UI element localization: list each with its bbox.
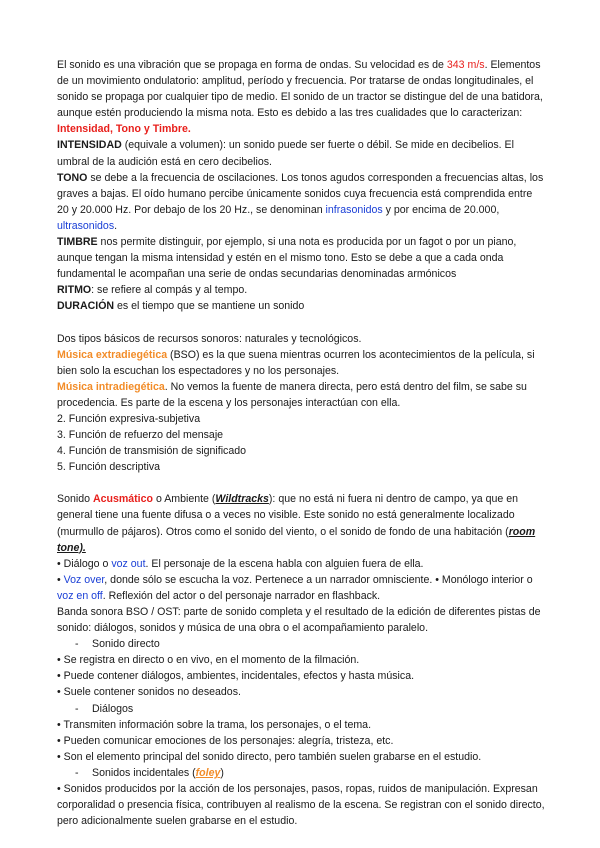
qualities-highlight: Intensidad, Tono y Timbre. <box>57 123 191 136</box>
list-item: • Puede contener diálogos, ambientes, incidentales, efectos y hasta música. <box>57 670 415 683</box>
document-page <box>57 57 545 829</box>
speed-value: 343 m/s <box>446 59 485 71</box>
list-item: • Sonidos producidos por la acción de los personajes, pasos, ropas, ruidos de manipulación. Expresan corporalidad o presencia física, contribuyen al realismo de la escena. Se registran con el sonido directo, pero adicionalmente suelen grabarse en el estudio. <box>57 783 545 828</box>
intro-paragraph: El sonido es una vibración que se propaga en forma de ondas. Su velocidad es de 343 m/s. Elementos de un movimiento ondulatorio: amplitud, período y frecuencia. Por tratarse de ondas longitudinales, el sonido se propaga por cualquier tipo de medio. El sonido de un tractor se distingue del de una batidora, aunque estén produciendo la misma nota. Esto es debido a las tres cualidades que lo caracterizan: Intensidad, Tono y Timbre. <box>57 59 543 136</box>
funcion-item: 4. Función de transmisión de significado <box>57 445 247 458</box>
intradiegetica-paragraph: Música intradiegética. No vemos la fuente de manera directa, pero está dentro del film, se sabe su procedencia. Es parte de la escena y los personajes interactúan con ella. <box>57 380 527 409</box>
sonido-directo-heading: - Sonido directo <box>75 638 160 651</box>
room-tone-term: room tone). <box>57 525 536 554</box>
list-item: • Suele contener sonidos no deseados. <box>57 686 241 699</box>
funcion-item: 2. Función expresiva-subjetiva <box>57 412 201 425</box>
foley-term: foley <box>195 766 221 779</box>
extradiegetica-paragraph: Música extradiegética (BSO) es la que suena mientras ocurren los acontecimientos de la película, si bien solo la escuchan los espectadores y no los personajes. <box>57 348 535 377</box>
funcion-item: 3. Función de refuerzo del mensaje <box>57 429 224 442</box>
list-item: • Pueden comunicar emociones de los personajes: alegría, tristeza, etc. <box>57 734 394 747</box>
voz-out-paragraph: • Diálogo o voz out. El personaje de la escena habla con alguien fuera de ella. <box>57 557 424 570</box>
infrasonidos-term: infrasonidos <box>325 203 383 216</box>
funcion-item: 5. Función descriptiva <box>57 461 161 474</box>
recursos-paragraph: Dos tipos básicos de recursos sonoros: naturales y tecnológicos. <box>57 332 362 345</box>
list-item: • Son el elemento principal del sonido directo, pero también suelen grabarse en el estudio. <box>57 750 482 763</box>
intensidad-paragraph: INTENSIDAD (equivale a volumen): un sonido puede ser fuerte o débil. Se mide en decibelios. El umbral de la audición está en cero decibelios. <box>57 139 514 168</box>
ritmo-paragraph: RITMO: se refiere al compás y al tempo. <box>57 284 248 297</box>
duracion-paragraph: DURACIÓN es el tiempo que se mantiene un sonido <box>57 300 305 313</box>
list-item: • Transmiten información sobre la trama, los personajes, o el tema. <box>57 718 372 731</box>
acusmatico-paragraph: Sonido Acusmático o Ambiente (Wildtracks): que no está ni fuera ni dentro de campo, ya que en general tiene una fuente difusa o a veces no visible. Este sonido no está generalmente localizado (murmullo de pájaros). Otros como el sonido del viento, o el sonido de fondo de una habitación (room tone). <box>57 493 536 554</box>
voz-over-paragraph: • Voz over, donde sólo se escucha la voz. Pertenece a un narrador omnisciente. • Monólogo interior o voz en off. Reflexión del actor o del personaje narrador en flashback. <box>57 573 533 602</box>
banda-sonora-paragraph: Banda sonora BSO / OST: parte de sonido completa y el resultado de la edición de diferentes pistas de sonido: diálogos, sonidos y música de una obra o el acompañamiento paralelo. <box>57 606 541 635</box>
tono-paragraph: TONO se debe a la frecuencia de oscilaciones. Los tonos agudos corresponden a frecuencias altas, los graves a bajas. El oído humano percibe únicamente sonidos cuya frecuencia está comprendida entre 20 y 20.000 Hz. Por debajo de los 20 Hz., se denominan infrasonidos y por encima de 20.000, ultrasonidos. <box>57 171 544 232</box>
list-item: • Se registra en directo o en vivo, en el momento de la filmación. <box>57 654 360 667</box>
ultrasonidos-term: ultrasonidos <box>57 219 115 232</box>
timbre-paragraph: TIMBRE nos permite distinguir, por ejemplo, si una nota es producida por un fagot o por un piano, aunque tengan la misma intensidad y estén en el mismo tono. Esto se debe a que a cada onda fundamental le acompañan una serie de ondas secundarias denominadas armónicos <box>57 236 517 281</box>
wildtracks-term: Wildtracks <box>215 493 269 506</box>
dialogos-heading: - Diálogos <box>75 702 134 715</box>
incidentales-heading: - Sonidos incidentales (foley) <box>75 766 224 779</box>
